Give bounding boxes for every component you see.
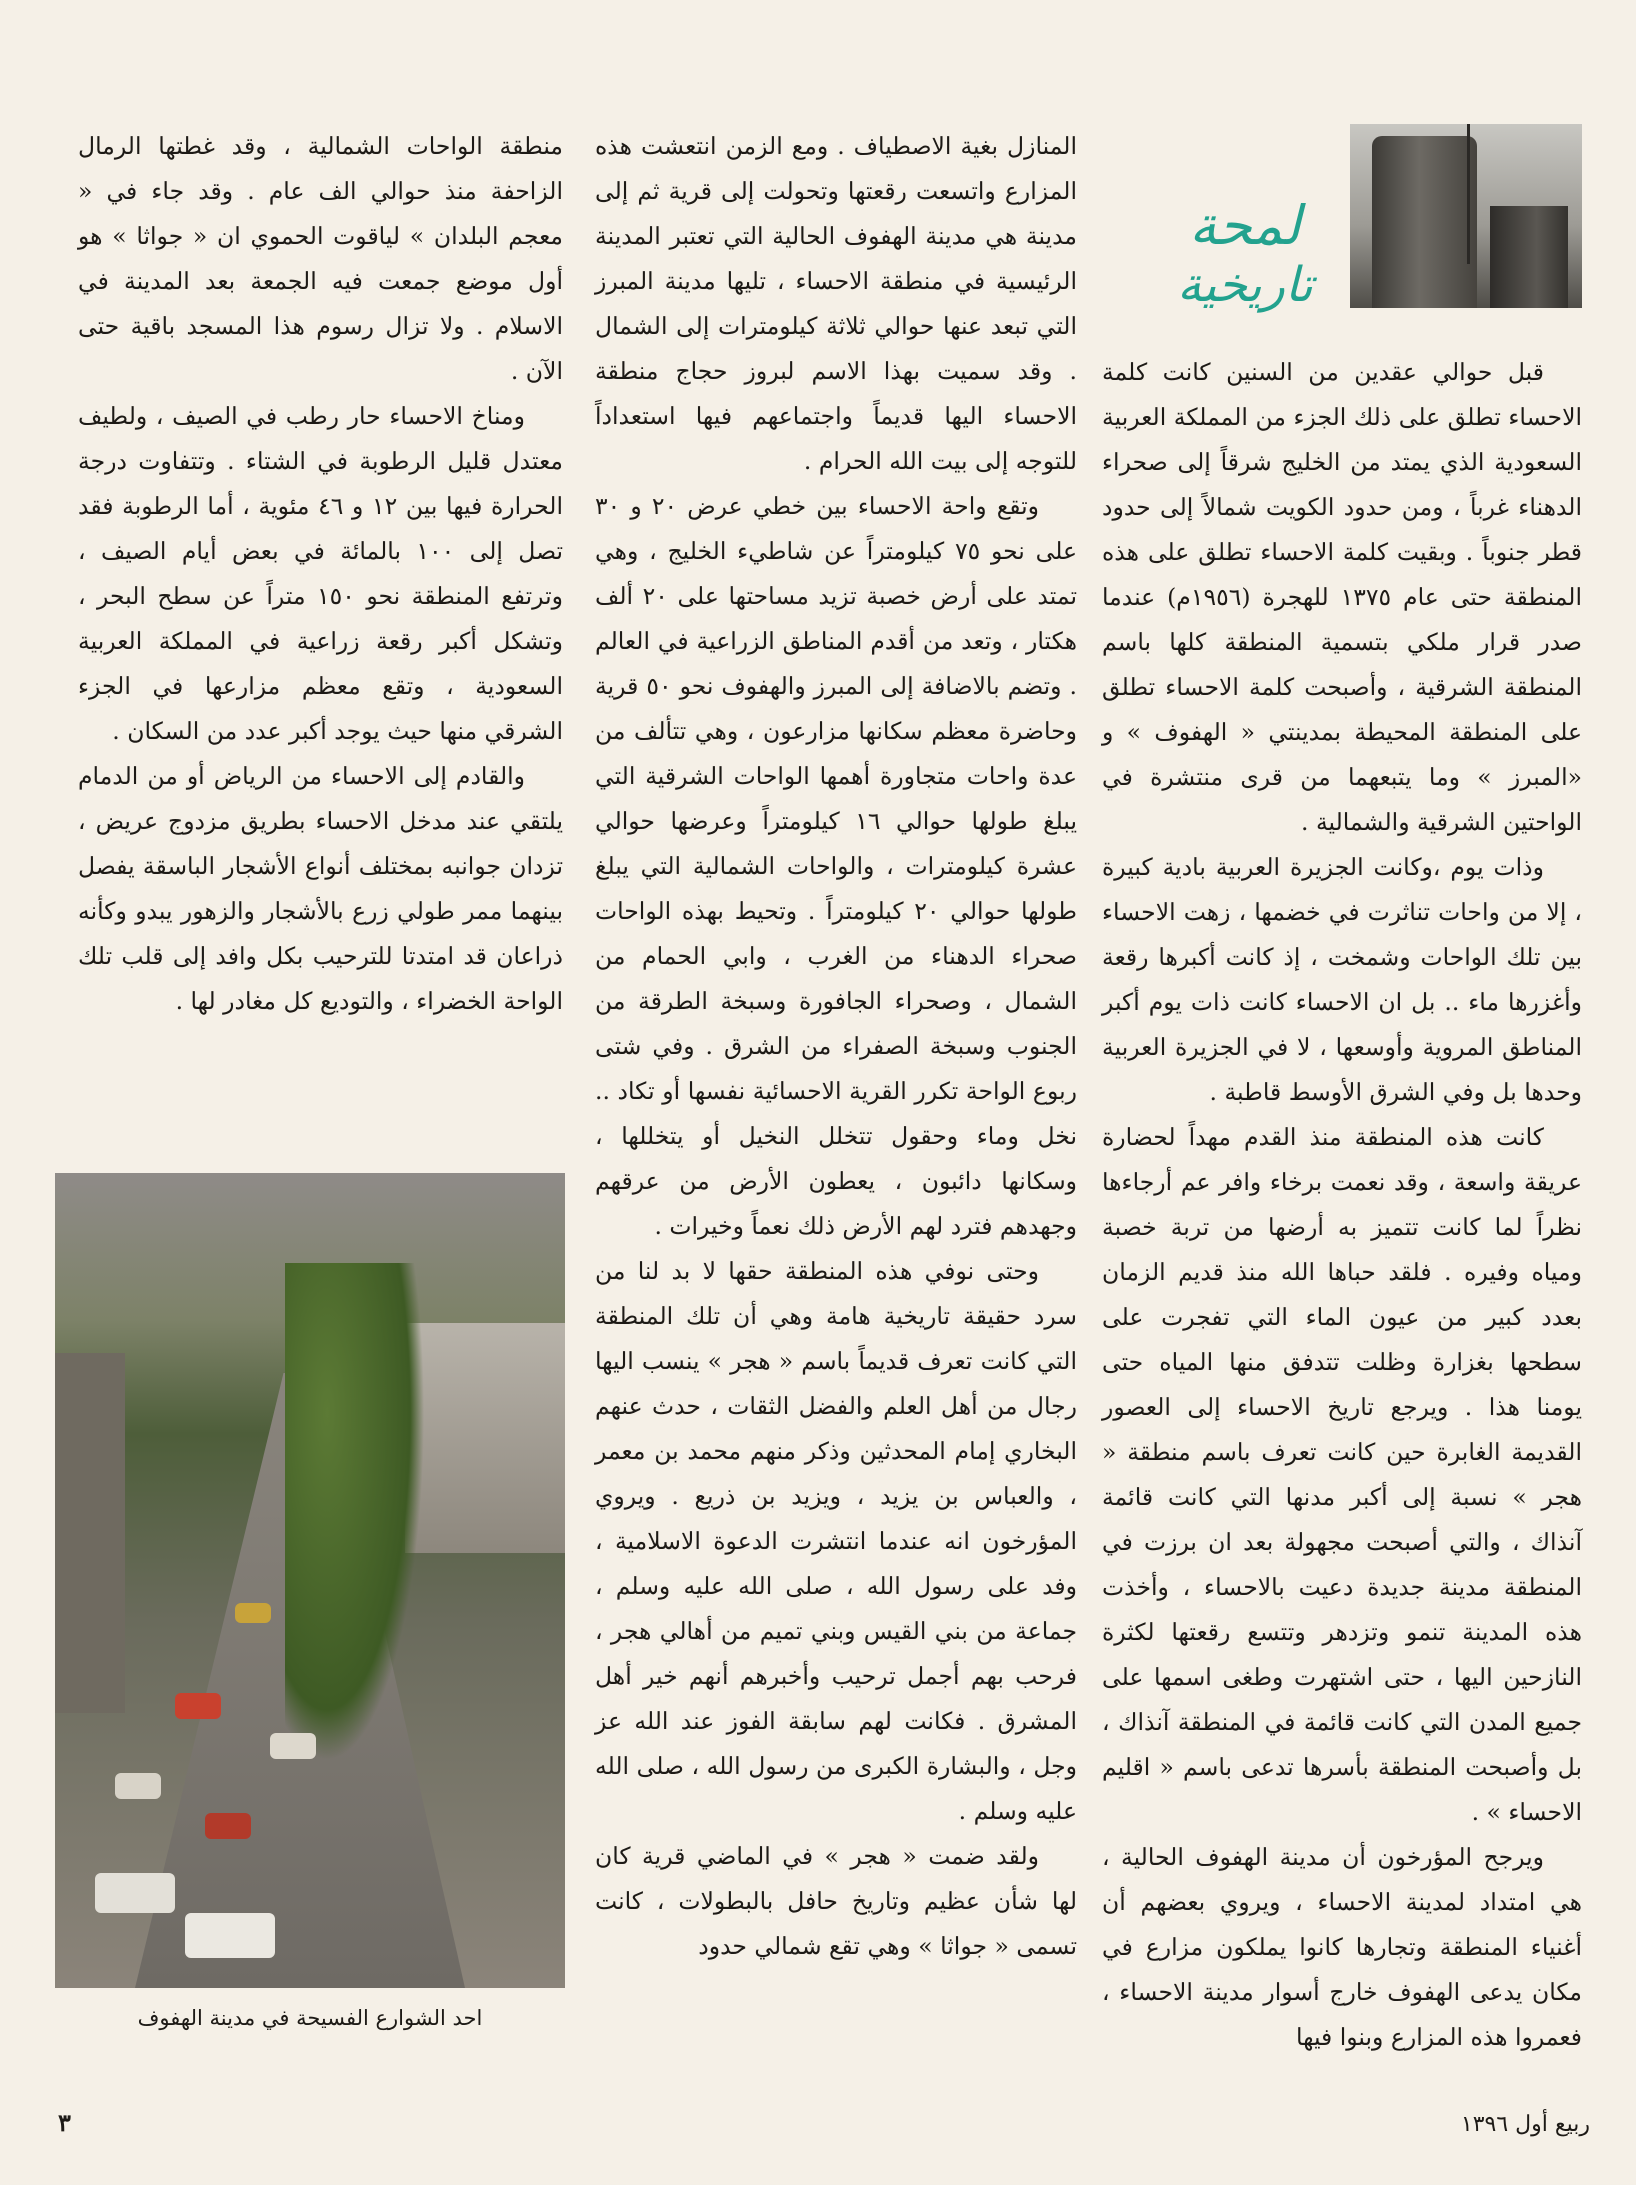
paragraph: وذات يوم ،وكانت الجزيرة العربية بادية كبيرة ، إلا من واحات تناثرت في خضمها ، زهت الاحساء بين تلك الواحات وشمخت ، إذ كانت أكبرها رقعة وأغزرها ماء .. بل ان الاحساء كانت ذات يوم أكبر المناطق المروية وأوسعها ، لا في الجزيرة العربية وحدها بل وفي الشرق الأوسط قاطبة . [1102, 853, 1582, 1106]
article-column-left [78, 124, 563, 1024]
car [175, 1693, 221, 1719]
issue-date: ربيع أول ١٣٩٦ [1460, 2112, 1590, 2137]
car [270, 1733, 316, 1759]
paragraph: وتقع واحة الاحساء بين خطي عرض ٢٠ و ٣٠ على نحو ٧٥ كيلومتراً عن شاطيء الخليج ، وهي تمتد على أرض خصبة تزيد مساحتها على ٢٠ ألف هكتار ، وتعد من أقدم المناطق الزراعية في العالم . وتضم بالاضافة إلى المبرز والهفوف نحو ٥٠ قرية وحاضرة معظم سكانها مزارعون ، وهي تتألف من عدة واحات متجاورة أهمها الواحات الشرقية التي يبلغ طولها حوالي ١٦ كيلومتراً وعرضها حوالي عشرة كيلومترات ، والواحات الشمالية التي يبلغ طولها حوالي ٢٠ كيلومتراً . وتحيط بهذه الواحات صحراء الدهناء من الغرب ، وابي الحمام من الشمال ، وصحراء الجافورة وسبخة الطرقة من الجنوب وسبخة الصفراء من الشرق . وفي شتى ربوع الواحة تكرر القرية الاحسائية نفسها أو تكاد .. نخل وماء وحقول تتخلل النخيل أو يتخللها ، وسكانها دائبون ، يعطون الأرض من عرقهم وجهدهم فترد لهم الأرض ذلك نعماً وخيرات . [595, 492, 1077, 1240]
street-photo [55, 1173, 565, 1988]
paragraph: قبل حوالي عقدين من السنين كانت كلمة الاحساء تطلق على ذلك الجزء من المملكة العربية السعودية الذي يمتد من الخليج شرقاً إلى صحراء الدهناء غرباً ، ومن حدود الكويت شمالاً إلى حدود قطر جنوباً . وبقيت كلمة الاحساء تطلق على هذه المنطقة حتى عام ١٣٧٥ للهجرة (١٩٥٦م) عندما صدر قرار ملكي بتسمية المنطقة كلها باسم المنطقة الشرقية ، وأصبحت كلمة الاحساء تطلق على المنطقة المحيطة بمدينتي « الهفوف » و «المبرز » وما يتبعهما من قرى منتشرة في الواحتين الشرقية والشمالية . [1102, 358, 1583, 836]
section-title-line1: لمحة [1189, 194, 1301, 257]
fort-photo [1350, 124, 1582, 308]
paragraph: والقادم إلى الاحساء من الرياض أو من الدمام يلتقي عند مدخل الاحساء بطريق مزدوج عريض ، تزدان جوانبه بمختلف أنواع الأشجار الباسقة يفصل بينهما ممر طولي زرع بالأشجار والزهور يبدو وكأنه ذراعان قد امتدتا للترحيب بكل وافد إلى قلب تلك الواحة الخضراء ، والتوديع كل مغادر لها . [78, 762, 563, 1015]
street-building-left [55, 1353, 125, 1713]
car [115, 1773, 161, 1799]
paragraph: المنازل بغية الاصطياف . ومع الزمن انتعشت هذه المزارع واتسعت رقعتها وتحولت إلى قرية ثم إلى مدينة هي مدينة الهفوف الحالية التي تعتبر المدينة الرئيسية في منطقة الاحساء ، تليها مدينة المبرز التي تبعد عنها حوالي ثلاثة كيلومترات إلى الشمال . وقد سميت بهذا الاسم لبروز حجاج منطقة الاحساء اليها قديماً واجتماعهم فيها استعداداً للتوجه إلى بيت الله الحرام . [595, 132, 1077, 475]
paragraph: وحتى نوفي هذه المنطقة حقها لا بد لنا من سرد حقيقة تاريخية هامة وهي أن تلك المنطقة التي كانت تعرف قديماً باسم « هجر » ينسب اليها رجال من أهل العلم والفضل الثقات ، حدث عنهم البخاري إمام المحدثين وذكر منهم محمد بن معمر ، والعباس بن يزيد ، ويزيد بن ذريع . ويروي المؤرخون انه عندما انتشرت الدعوة الاسلامية ، وفد على رسول الله ، صلى الله عليه وسلم ، جماعة من بني القيس وبني تميم من أهالي هجر ، فرحب بهم أجمل ترحيب وأخبرهم أنهم خير أهل المشرق . فكانت لهم سابقة الفوز عند الله عز وجل ، والبشارة الكبرى من رسول الله ، صلى الله عليه وسلم . [595, 1257, 1077, 1825]
car [205, 1813, 251, 1839]
car [185, 1913, 275, 1958]
paragraph: ويرجح المؤرخون أن مدينة الهفوف الحالية ، هي امتداد لمدينة الاحساء ، ويروي بعضهم أن أغنياء المنطقة وتجارها كانوا يملكون مزارع في مكان يدعى الهفوف خارج أسوار مدينة الاحساء ، فعمروا هذه المزارع وبنوا فيها [1102, 1843, 1582, 2051]
car [235, 1603, 271, 1623]
street-median-trees [285, 1263, 425, 1763]
fort-wall [1490, 206, 1568, 308]
photo-caption: احد الشوارع الفسيحة في مدينة الهفوف [137, 2006, 483, 2030]
flag-mast [1467, 124, 1470, 264]
paragraph: ومناخ الاحساء حار رطب في الصيف ، ولطيف معتدل قليل الرطوبة في الشتاء . وتتفاوت درجة الحرارة فيها بين ١٢ و ٤٦ مئوية ، أما الرطوبة فقد تصل إلى ١٠٠ بالمائة في بعض أيام الصيف ، وترتفع المنطقة نحو ١٥٠ متراً عن سطح البحر ، وتشكل أكبر رقعة زراعية في المملكة العربية السعودية ، وتقع معظم مزارعها في الجزء الشرقي منها حيث يوجد أكبر عدد من السكان . [78, 402, 564, 745]
street-building-right [405, 1323, 565, 1553]
fort-tower [1372, 136, 1477, 308]
paragraph: منطقة الواحات الشمالية ، وقد غطتها الرمال الزاحفة منذ حوالي الف عام . وقد جاء في « معجم البلدان » لياقوت الحموي ان « جواثا » هو أول موضع جمعت فيه الجمعة بعد المدينة في الاسلام . ولا تزال رسوم هذا المسجد باقية حتى الآن . [78, 132, 563, 385]
paragraph: ولقد ضمت « هجر » في الماضي قرية كان لها شأن عظيم وتاريخ حافل بالبطولات ، كانت تسمى « جواثا » وهي تقع شمالي حدود [595, 1842, 1077, 1960]
paragraph: كانت هذه المنطقة منذ القدم مهداً لحضارة عريقة واسعة ، وقد نعمت برخاء وافر عم أرجاءها نظراً لما كانت تتميز به أرضها من تربة خصبة ومياه وفيره . فلقد حباها الله منذ قديم الزمان بعدد كبير من عيون الماء التي تفجرت على سطحها بغزارة وظلت تتدفق منها المياه حتى يومنا هذا . ويرجع تاريخ الاحساء إلى العصور القديمة الغابرة حين كانت تعرف باسم منطقة « هجر » نسبة إلى أكبر مدنها التي كانت قائمة آنذاك ، والتي أصبحت مجهولة بعد ان برزت في المنطقة مدينة جديدة دعيت بالاحساء ، وأخذت هذه المدينة تنمو وتزدهر وتتسع رقعتها لكثرة النازحين اليها ، حتى اشتهرت وطغى اسمها على جميع المدن التي كانت قائمة في المنطقة آنذاك ، بل وأصبحت المنطقة بأسرها تدعى باسم « اقليم الاحساء » . [1102, 1123, 1582, 1826]
car [95, 1873, 175, 1913]
page-number: ٣ [58, 2108, 71, 2137]
section-title-line2: تاريخية [1177, 257, 1313, 313]
article-column-right [1102, 350, 1582, 2060]
article-column-middle [595, 124, 1077, 1969]
section-title [1130, 195, 1360, 315]
